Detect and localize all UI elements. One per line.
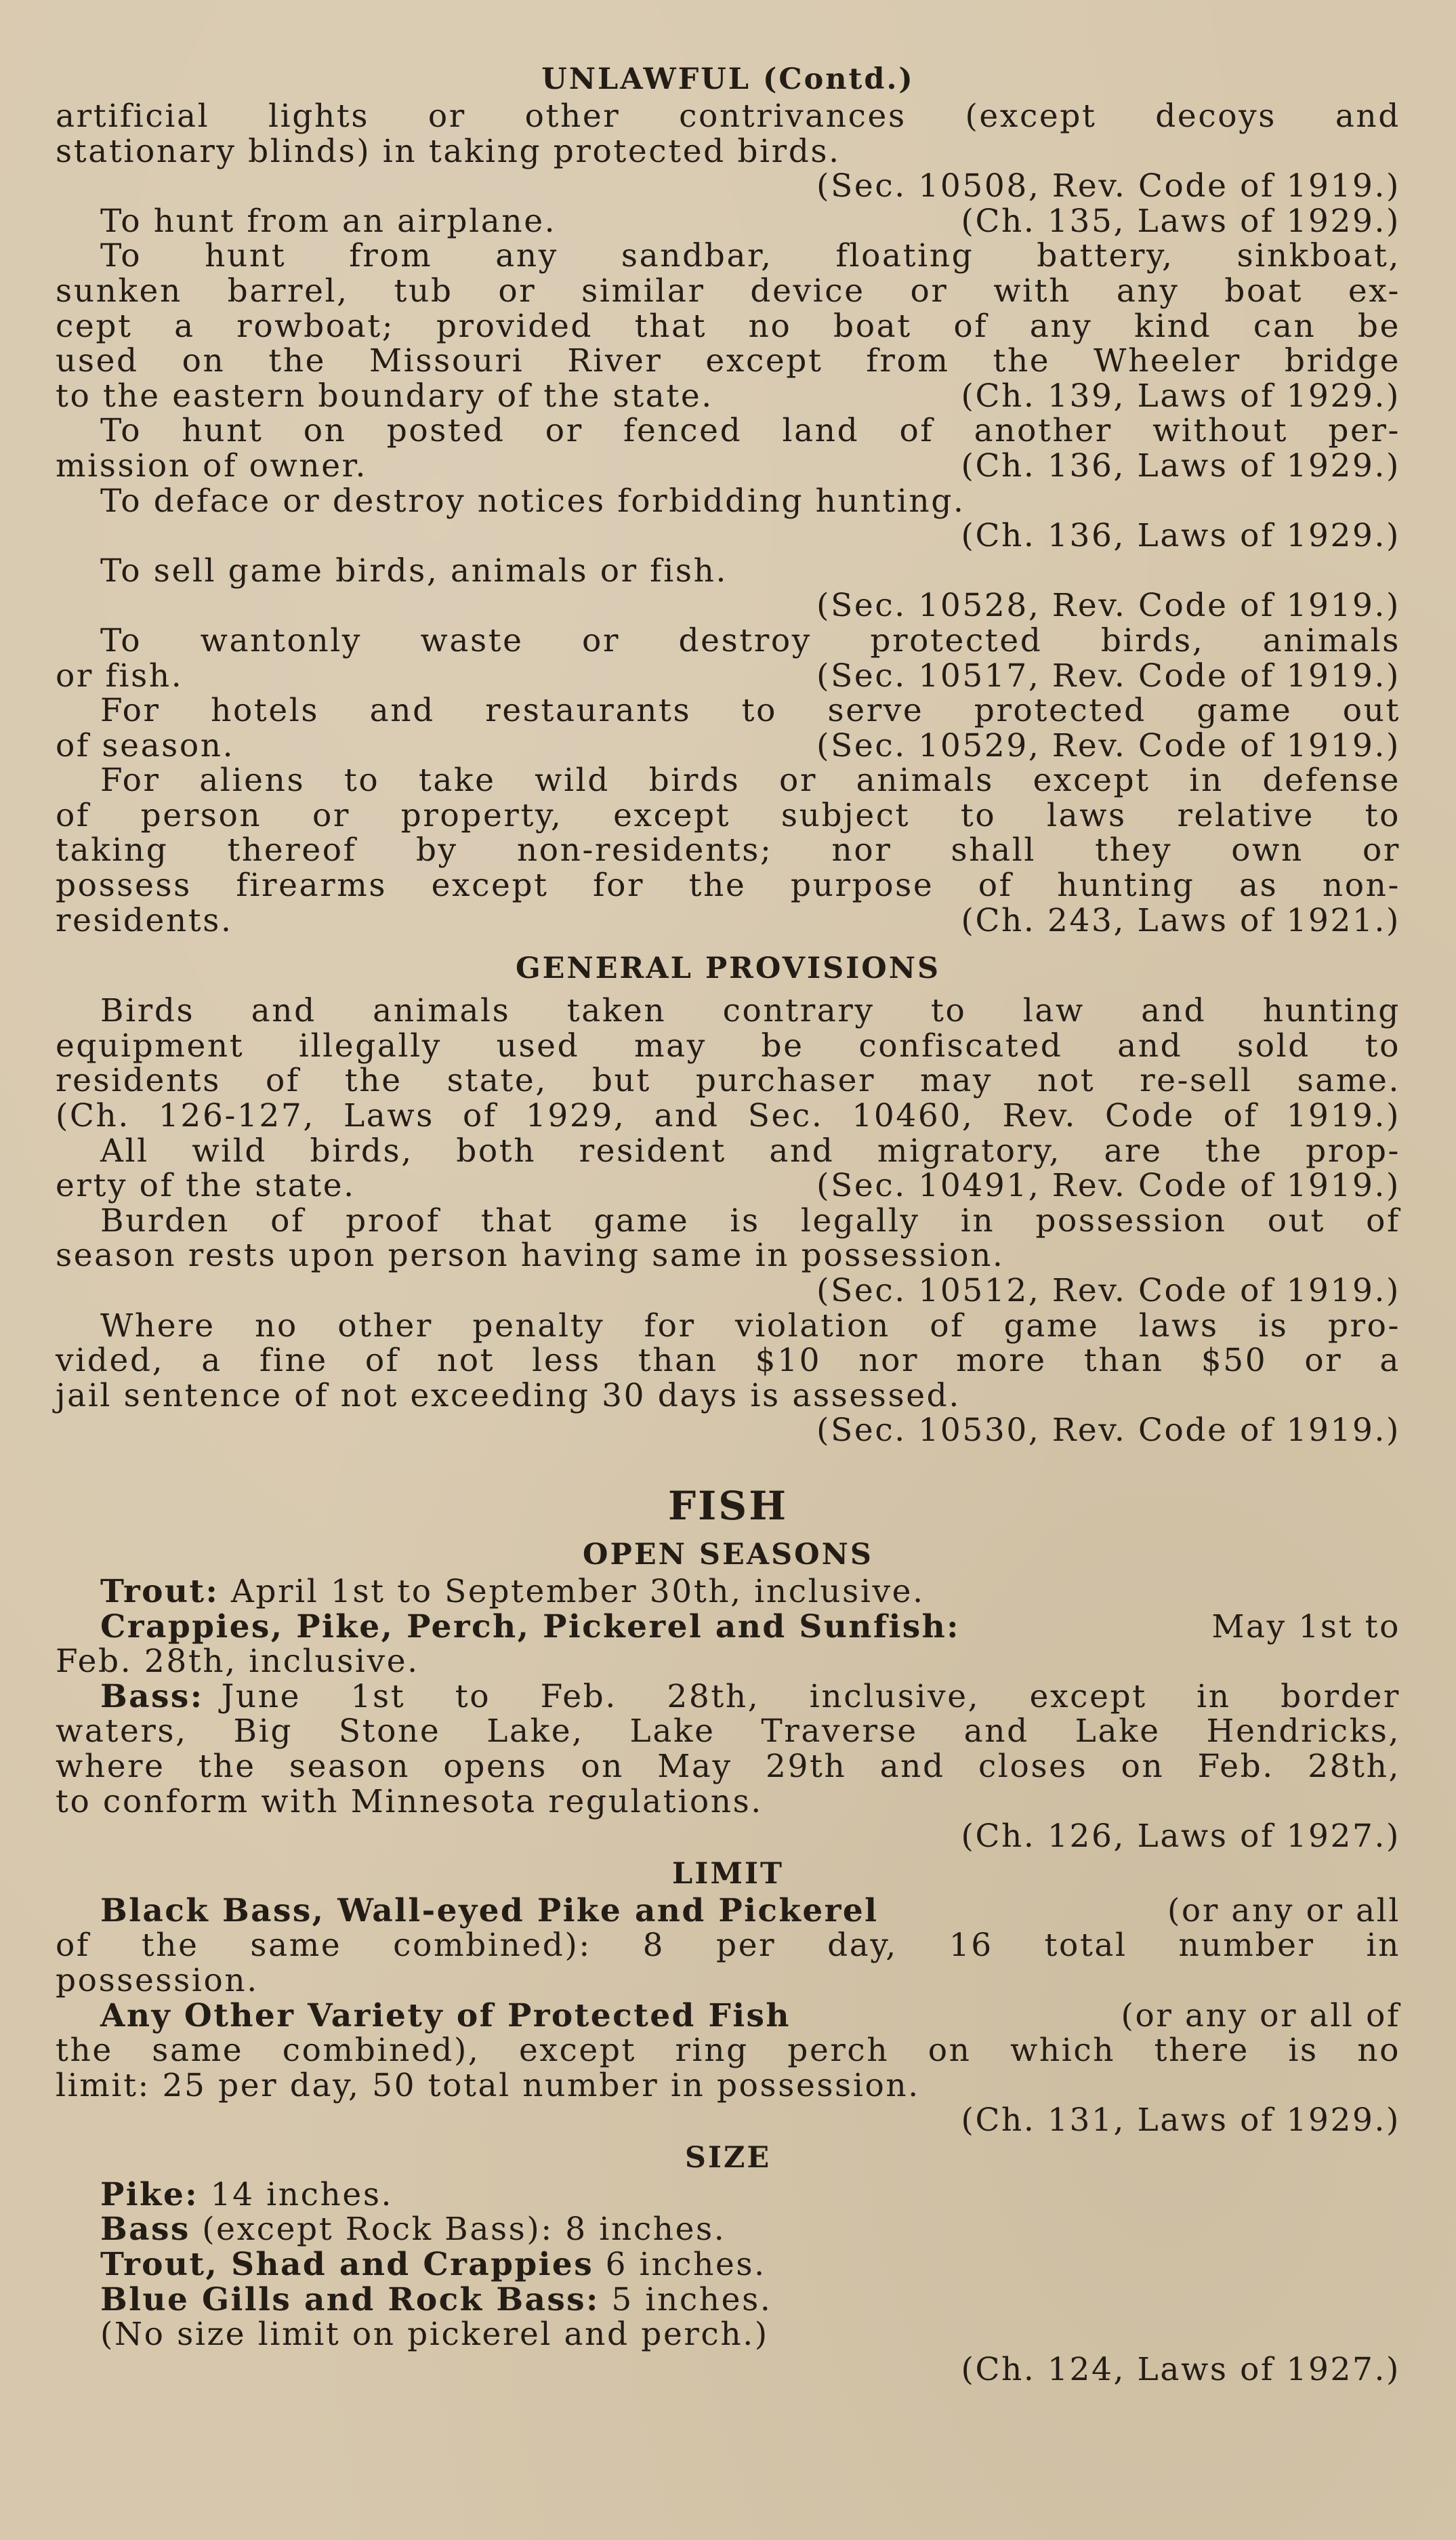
text-line (56, 1996, 1400, 2034)
text-line: Where no other penalty for violation of game laws is pro- (100, 1307, 1400, 1345)
unlawful-entry-hotels (56, 693, 1400, 763)
size-item (56, 2212, 1400, 2247)
species-label: Pike: (100, 2175, 199, 2213)
text-line: possess firearms except for the purpose of hunting as non- (56, 867, 1400, 905)
unlawful-entry-artificial-lights (56, 99, 1400, 204)
text-line: (Ch. 126-127, Laws of 1929, and Sec. 10460, Rev. Code of 1919.) (56, 1097, 1400, 1135)
entry-text: or fish. (56, 657, 184, 695)
text-line: taking thereof by non-residents; nor shall they own or (56, 832, 1400, 869)
text-line (56, 1574, 1400, 1610)
size-text: (except Rock Bass): 8 inches. (202, 2211, 726, 2249)
species-label: Bass (100, 2211, 190, 2249)
citation: (Sec. 10528, Rev. Code of 1919.) (816, 587, 1400, 625)
citation: (Sec. 10508, Rev. Code of 1919.) (816, 167, 1400, 205)
size-heading: SIZE (684, 2140, 772, 2175)
text-line: sunken barrel, tub or similar device or with any boat ex- (56, 272, 1400, 310)
citation: (Sec. 10530, Rev. Code of 1919.) (816, 1412, 1400, 1450)
general-entry-burden-of-proof (56, 1204, 1400, 1309)
open-seasons-heading: OPEN SEASONS (583, 1537, 873, 1572)
text-line (56, 659, 1400, 694)
citation: (Sec. 10529, Rev. Code of 1919.) (816, 726, 1400, 764)
general-entry-penalty (56, 1309, 1400, 1448)
season-text: April 1st to September 30th, inclusive. (230, 1572, 925, 1610)
text-line: to conform with Minnesota regulations. (56, 1782, 763, 1820)
citation: (Ch. 243, Laws of 1921.) (961, 901, 1400, 939)
text-line: season rests upon person having same in possession. (56, 1237, 1005, 1275)
size-item (56, 2247, 1400, 2282)
citation: (Ch. 126, Laws of 1927.) (961, 1818, 1400, 1856)
limit-text: (or any or all of (1121, 1996, 1400, 2034)
fish-heading: FISH (668, 1482, 788, 1529)
citation: (Ch. 136, Laws of 1929.) (961, 447, 1400, 485)
size-item (56, 2177, 1400, 2213)
text-line: Burden of proof that game is legally in possession out of (100, 1202, 1400, 1240)
limit-other-variety (56, 1996, 1400, 2139)
season-text: June 1st to Feb. 28th, inclusive, except in border (221, 1677, 1400, 1715)
citation: (Sec. 10512, Rev. Code of 1919.) (816, 1272, 1400, 1309)
species-label: Crappies, Pike, Perch, Pickerel and Sunfish: (100, 1607, 960, 1645)
unlawful-entry-sandbar (56, 239, 1400, 413)
size-text: 6 inches. (605, 2246, 766, 2284)
page-content (56, 60, 1400, 2387)
citation: (Ch. 139, Laws of 1929.) (961, 377, 1400, 415)
size-text: 14 inches. (210, 2175, 394, 2213)
text-line (56, 1679, 1400, 1715)
text-line: waters, Big Stone Lake, Lake Traverse and Lake Hendricks, (56, 1713, 1400, 1750)
text-line: artificial lights or other contrivances (except decoys and (56, 98, 1400, 135)
limit-text: (or any or all (1167, 1891, 1400, 1929)
text-line: For aliens to take wild birds or animals except in defense (100, 762, 1400, 800)
citation: (Ch. 136, Laws of 1929.) (961, 517, 1400, 555)
text-line: For hotels and restaurants to serve protected game out (100, 692, 1400, 730)
citation: (Sec. 10517, Rev. Code of 1919.) (816, 657, 1400, 695)
text-line: To wantonly waste or destroy protected birds, animals (100, 621, 1400, 659)
text-line (56, 726, 1400, 764)
unlawful-entry-aliens (56, 763, 1400, 938)
text-line: To hunt on posted or fenced land of another without per- (100, 412, 1400, 450)
unlawful-entry-airplane (56, 204, 1400, 239)
text-line (56, 903, 1400, 939)
unlawful-entry-waste (56, 623, 1400, 693)
entry-text: of season. (56, 726, 235, 764)
entry-text: mission of owner. (56, 447, 368, 485)
text-line: equipment illegally used may be confiscated and sold to (56, 1027, 1400, 1065)
text-line: Feb. 28th, inclusive. (56, 1643, 419, 1681)
text-line: Birds and animals taken contrary to law and hunting (100, 992, 1400, 1030)
text-line: cept a rowboat; provided that no boat of any kind can be (56, 307, 1400, 345)
text-line: the same combined), except ring perch on which there is no (56, 2032, 1400, 2070)
text-line (56, 1607, 1400, 1645)
citation: (Sec. 10491, Rev. Code of 1919.) (816, 1167, 1400, 1205)
text-line (56, 204, 1400, 239)
text-line: To sell game birds, animals or fish. (100, 552, 728, 590)
season-text: May 1st to (1211, 1607, 1400, 1645)
text-line: To hunt from any sandbar, floating battery, sinkboat, (100, 237, 1400, 275)
general-provisions-heading: GENERAL PROVISIONS (515, 951, 941, 986)
text-line: of person or property, except subject to laws relative to (56, 796, 1400, 834)
season-bass (56, 1679, 1400, 1854)
citation: (Ch. 124, Laws of 1927.) (961, 2350, 1400, 2388)
text-line: limit: 25 per day, 50 total number in possession. (56, 2066, 920, 2104)
size-text: 5 inches. (611, 2280, 772, 2318)
citation: (Ch. 135, Laws of 1929.) (961, 202, 1400, 240)
species-label: Blue Gills and Rock Bass: (100, 2280, 600, 2318)
citation: (Ch. 131, Laws of 1929.) (961, 2102, 1400, 2139)
entry-text: residents. (56, 901, 233, 939)
unlawful-entry-deface-notices (56, 484, 1400, 554)
species-label: Trout, Shad and Crappies (100, 2246, 594, 2284)
species-label: Trout: (100, 1572, 220, 1610)
entry-text: to the eastern boundary of the state. (56, 377, 713, 415)
text-line: To deface or destroy notices forbidding hunting. (100, 482, 965, 520)
species-label: Black Bass, Wall-eyed Pike and Pickerel (100, 1891, 879, 1929)
season-crappies (56, 1607, 1400, 1681)
text-line: jail sentence of not exceeding 30 days is assessed. (56, 1376, 961, 1414)
text-line: stationary blinds) in taking protected birds. (56, 132, 841, 170)
species-label: Any Other Variety of Protected Fish (100, 1996, 791, 2034)
entry-text: erty of the state. (56, 1167, 356, 1205)
size-note: (No size limit on pickerel and perch.) (100, 2316, 769, 2354)
species-label: Bass: (100, 1677, 204, 1715)
text-line (56, 1168, 1400, 1204)
limit-heading: LIMIT (671, 1856, 785, 1891)
size-list (56, 2177, 1400, 2388)
season-trout (56, 1574, 1400, 1610)
general-entry-property-of-state (56, 1134, 1400, 1204)
limit-black-bass (56, 1893, 1400, 1999)
entry-text: To hunt from an airplane. (100, 202, 557, 240)
text-line: used on the Missouri River except from the Wheeler bridge (56, 342, 1400, 380)
general-entry-confiscation (56, 994, 1400, 1133)
size-item (56, 2282, 1400, 2318)
text-line: residents of the state, but purchaser may not re-sell same. (56, 1062, 1400, 1100)
unlawful-entry-sell-game (56, 554, 1400, 623)
unlawful-heading: UNLAWFUL (Contd.) (541, 62, 915, 96)
text-line (56, 1893, 1400, 1929)
text-line: of the same combined): 8 per day, 16 total number in (56, 1927, 1400, 1965)
text-line: where the season opens on May 29th and closes on Feb. 28th, (56, 1747, 1400, 1785)
text-line (56, 379, 1400, 414)
text-line: vided, a fine of not less than $10 nor more than $50 or a (56, 1342, 1400, 1380)
text-line: All wild birds, both resident and migratory, are the prop- (100, 1132, 1400, 1170)
text-line (56, 449, 1400, 484)
text-line: possession. (56, 1961, 259, 1999)
unlawful-entry-posted-land (56, 413, 1400, 483)
